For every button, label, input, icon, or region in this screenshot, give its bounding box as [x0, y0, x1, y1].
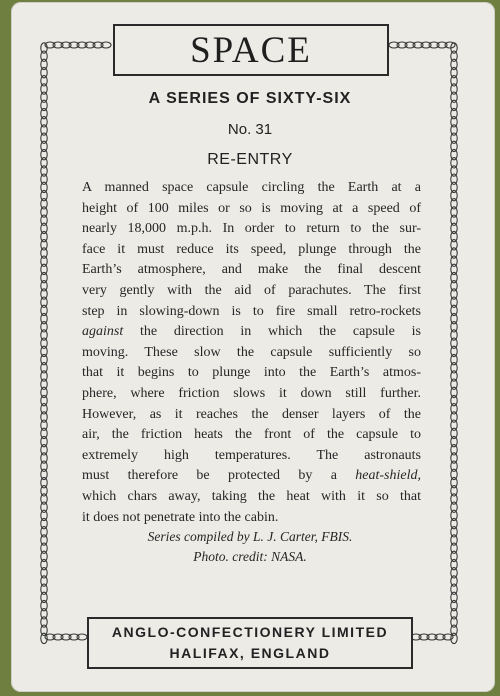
body-line: height of 100 miles or so is moving at a speed of: [82, 200, 421, 216]
body-line: phere, where friction slows it down still further.: [82, 385, 421, 401]
body-line: air, the friction heats the front of the capsule to: [82, 427, 421, 443]
body-line: that it begins to plunge into the Earth’s atmos-: [82, 365, 421, 381]
card-number: No. 31: [227, 121, 273, 138]
body-line: Earth’s atmosphere, and make the final descent: [82, 262, 421, 278]
body-line: must therefore be protected by a heat-shield,: [82, 468, 421, 484]
photo-credit: Photo. credit: NASA.: [193, 549, 307, 564]
body-line: it does not penetrate into the cabin.: [82, 509, 279, 525]
body-line: step in slowing-down is to fire small retro-rockets: [82, 303, 421, 319]
title-box: [113, 24, 389, 76]
publisher-box: [87, 617, 413, 669]
card-title: SPACE: [190, 29, 312, 71]
body-line: against the direction in which the capsule is: [82, 324, 421, 340]
body-line: However, as it reaches the denser layers of the: [82, 406, 421, 422]
body-line: moving. These slow the capsule sufficiently so: [82, 344, 421, 360]
body-line: face it must reduce its speed, plunge through the: [82, 241, 421, 257]
body-line: extremely high temperatures. The astronauts: [82, 447, 421, 463]
publisher-name: ANGLO-CONFECTIONERY LIMITED: [111, 624, 389, 640]
card-subject: RE-ENTRY: [207, 151, 293, 168]
body-line: very gently with the aid of parachutes. The first: [82, 282, 421, 298]
series-heading: A SERIES OF SIXTY-SIX: [148, 90, 352, 107]
publisher-location: HALIFAX, ENGLAND: [169, 645, 331, 661]
body-line: which chars away, taking the heat with it so that: [82, 488, 421, 504]
body-text: [82, 178, 421, 528]
body-line: nearly 18,000 m.p.h. In order to return to the sur-: [82, 221, 421, 237]
body-line: A manned space capsule circling the Earth at a: [82, 180, 421, 195]
compiled-by-credit: Series compiled by L. J. Carter, FBIS.: [147, 529, 353, 544]
